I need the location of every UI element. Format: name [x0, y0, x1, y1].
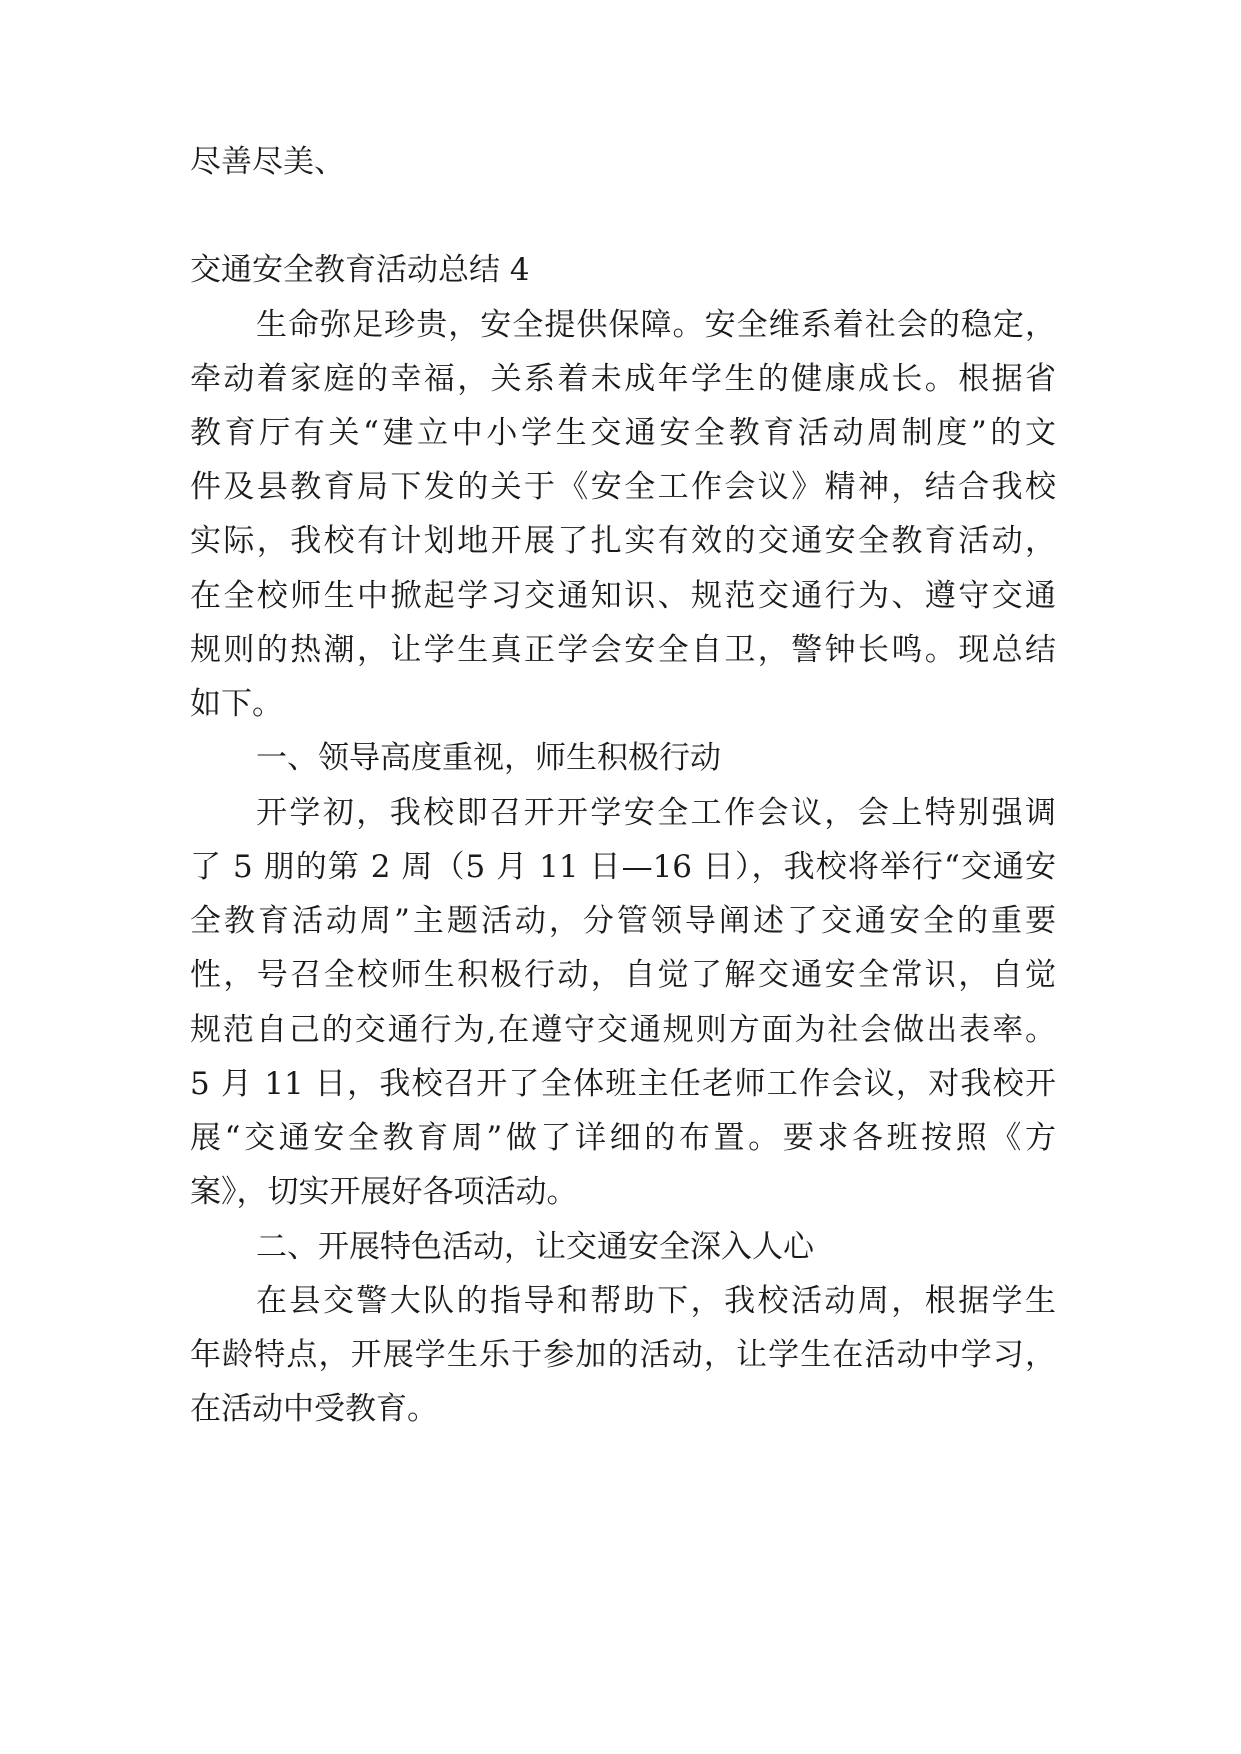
text-line: 5 月 11 日，我校召开了全体班主任老师工作会议，对我校开: [190, 1066, 1056, 1102]
text-line: 生命弥足珍贵，安全提供保障。安全维系着社会的稳定，: [256, 307, 1056, 343]
text-line: 牵动着家庭的幸福，关系着未成年学生的健康成长。根据省: [190, 361, 1056, 397]
text-line: 在县交警大队的指导和帮助下，我校活动周，根据学生: [256, 1283, 1056, 1319]
text-line: 规范自己的交通行为,在遵守交通规则方面为社会做出表率。: [190, 1012, 1056, 1048]
text-line: 如下。: [190, 686, 283, 722]
text-line: 件及县教育局下发的关于《安全工作会议》精神，结合我校: [190, 469, 1056, 505]
text-line: 实际，我校有计划地开展了扎实有效的交通安全教育活动，: [190, 523, 1056, 559]
section-title: 交通安全教育活动总结 4: [190, 252, 530, 288]
text-line: 案》，切实开展好各项活动。: [190, 1174, 578, 1210]
text-line: 了 5 朋的第 2 周（5 月 11 日—16 日），我校将举行“交通安: [190, 849, 1056, 885]
text-line: 全教育活动周”主题活动，分管领导阐述了交通安全的重要: [190, 903, 1056, 939]
text-line: 展“交通安全教育周”做了详细的布置。要求各班按照《方: [190, 1120, 1056, 1156]
section-heading: 一、领导高度重视，师生积极行动: [256, 740, 721, 776]
text-line: 在全校师生中掀起学习交通知识、规范交通行为、遵守交通: [190, 578, 1056, 614]
text-line: 规则的热潮，让学生真正学会安全自卫，警钟长鸣。现总结: [190, 632, 1056, 668]
section-heading: 二、开展特色活动，让交通安全深入人心: [256, 1229, 814, 1265]
text-line: 性，号召全校师生积极行动，自觉了解交通安全常识，自觉: [190, 957, 1056, 993]
text-line: 年龄特点，开展学生乐于参加的活动，让学生在活动中学习，: [190, 1337, 1056, 1373]
text-line: 尽善尽美、: [190, 144, 345, 180]
text-line: 在活动中受教育。: [190, 1391, 438, 1427]
text-line: 教育厅有关“建立中小学生交通安全教育活动周制度”的文: [190, 415, 1056, 451]
text-line: 开学初，我校即召开开学安全工作会议，会上特别强调: [256, 795, 1056, 831]
